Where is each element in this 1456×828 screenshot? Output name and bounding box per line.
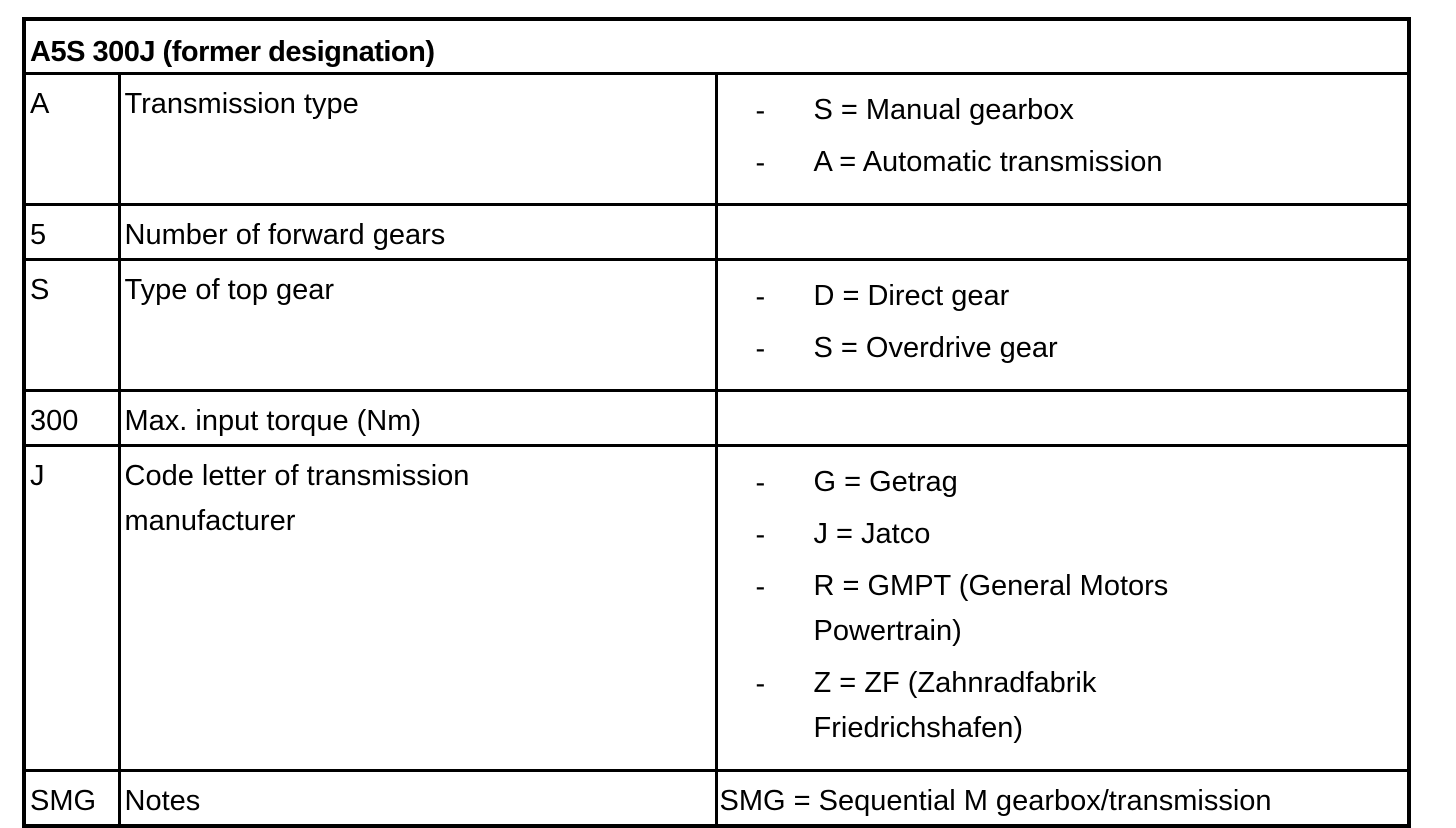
description-cell: Type of top gear [119, 259, 716, 390]
options-cell [716, 73, 1409, 204]
bullet-dash: - [755, 332, 766, 365]
table-row [24, 770, 1409, 826]
option-text: Z = ZF (Zahnradfabrik Friedrichshafen) [813, 666, 1097, 744]
option-item [722, 515, 1408, 557]
options-cell [716, 390, 1409, 445]
option-text: D = Direct gear [813, 279, 1010, 312]
description-cell [119, 445, 716, 770]
description-cell: Transmission type [119, 73, 716, 204]
bullet-dash: - [755, 518, 766, 551]
note-cell: SMG = Sequential M gearbox/transmission [716, 770, 1409, 826]
option-item [722, 143, 1408, 185]
code-cell: S [24, 259, 119, 390]
option-item [722, 567, 1408, 654]
description-cell: Notes [119, 770, 716, 826]
table-row [24, 73, 1409, 204]
option-text: S = Overdrive gear [813, 331, 1058, 364]
table-title: A5S 300J (former designation) [24, 19, 1409, 73]
option-item [722, 91, 1408, 133]
option-text: G = Getrag [813, 465, 958, 498]
option-text: S = Manual gearbox [813, 93, 1074, 126]
option-text: J = Jatco [813, 517, 931, 550]
code-cell: J [24, 445, 119, 770]
bullet-dash: - [755, 466, 766, 499]
options-cell [716, 259, 1409, 390]
options-cell [716, 204, 1409, 259]
bullet-dash: - [755, 146, 766, 179]
table-title-row [24, 19, 1409, 73]
option-item [722, 329, 1408, 371]
code-cell: 5 [24, 204, 119, 259]
bullet-dash: - [755, 94, 766, 127]
code-cell: A [24, 73, 119, 204]
option-item [722, 277, 1408, 319]
table-row [24, 390, 1409, 445]
bullet-dash: - [755, 570, 766, 603]
bullet-dash: - [755, 667, 766, 700]
transmission-designation-table [22, 17, 1411, 828]
description-text: Code letter of transmission manufacturer [124, 459, 470, 537]
table-row [24, 204, 1409, 259]
description-cell: Number of forward gears [119, 204, 716, 259]
option-text: A = Automatic transmission [813, 145, 1163, 178]
bullet-dash: - [755, 280, 766, 313]
option-item [722, 664, 1408, 751]
description-cell: Max. input torque (Nm) [119, 390, 716, 445]
code-cell: SMG [24, 770, 119, 826]
table-row [24, 445, 1409, 770]
table-row [24, 259, 1409, 390]
option-item [722, 463, 1408, 505]
options-cell [716, 445, 1409, 770]
code-cell: 300 [24, 390, 119, 445]
option-text: R = GMPT (General Motors Powertrain) [813, 569, 1169, 647]
